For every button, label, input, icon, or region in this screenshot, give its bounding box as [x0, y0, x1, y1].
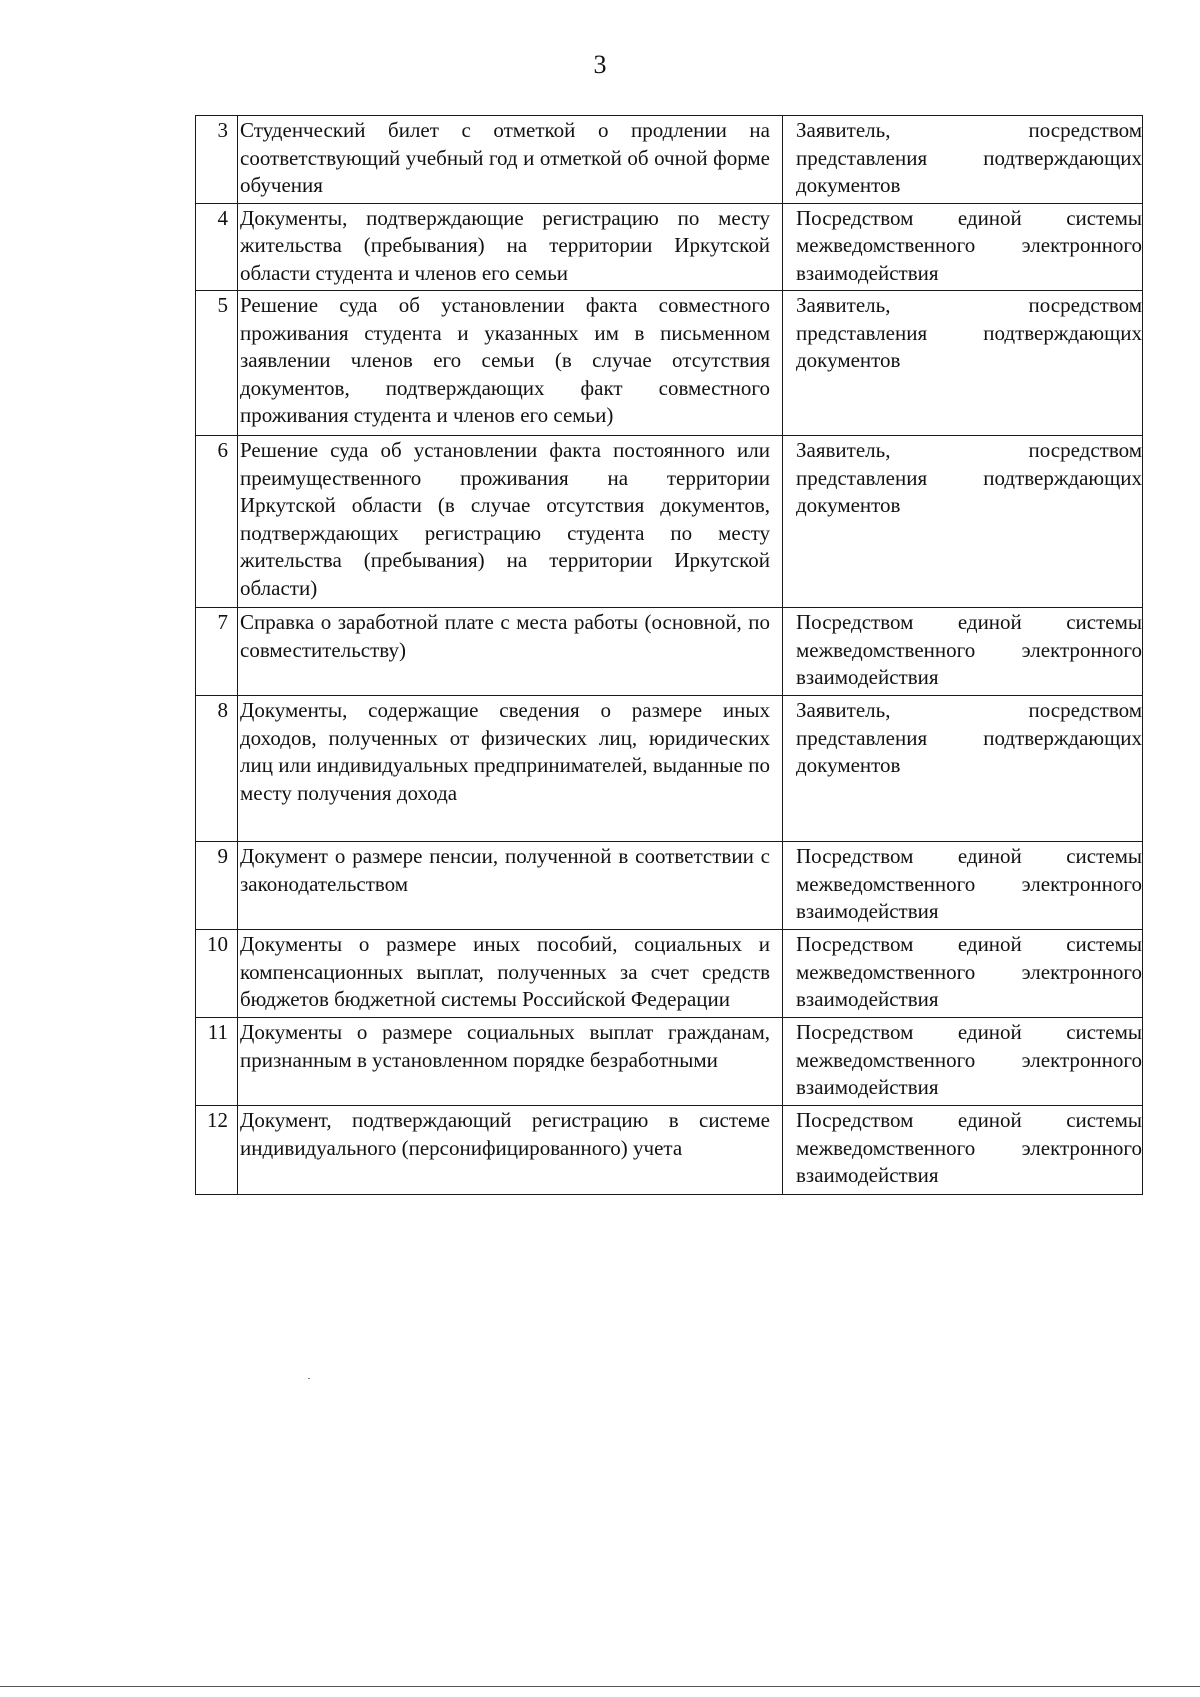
document-name: Решение суда об установлении факта постоянного или преимущественного проживания на территории Иркутской области (в случае отсутствия документов, подтверждающих регистрацию студента по месту жительства (пребывания) на территории Иркутской области) — [238, 436, 783, 608]
document-name: Документы о размере иных пособий, социальных и компенсационных выплат, полученных за счет средств бюджетов бюджетной системы Российской Федерации — [238, 930, 783, 1018]
submission-method: Посредством единой системы межведомственного электронного взаимодействия — [783, 608, 1143, 696]
submission-method: Заявитель, посредством представления подтверждающих документов — [783, 696, 1143, 842]
row-number: 11 — [196, 1018, 238, 1106]
table-row — [196, 1018, 1143, 1106]
scan-speck — [308, 1378, 310, 1379]
row-number: 5 — [196, 291, 238, 436]
submission-method: Посредством единой системы межведомственного электронного взаимодействия — [783, 1106, 1143, 1195]
document-name: Решение суда об установлении факта совместного проживания студента и указанных им в письменном заявлении членов его семьи (в случае отсутствия документов, подтверждающих факт совместного проживания студента и членов его семьи) — [238, 291, 783, 436]
document-name: Справка о заработной плате с места работы (основной, по совместительству) — [238, 608, 783, 696]
table-row — [196, 1106, 1143, 1195]
row-number: 12 — [196, 1106, 238, 1195]
document-name: Документы о размере социальных выплат гражданам, признанным в установленном порядке безработными — [238, 1018, 783, 1106]
table-row — [196, 608, 1143, 696]
submission-method: Посредством единой системы межведомственного электронного взаимодействия — [783, 930, 1143, 1018]
document-name: Студенческий билет с отметкой о продлении на соответствующий учебный год и отметкой об очной форме обучения — [238, 116, 783, 204]
submission-method: Заявитель, посредством представления подтверждающих документов — [783, 291, 1143, 436]
table-row — [196, 436, 1143, 608]
table-row — [196, 116, 1143, 204]
table-row — [196, 291, 1143, 436]
row-number: 9 — [196, 842, 238, 930]
table-row — [196, 203, 1143, 291]
document-name: Документ о размере пенсии, полученной в соответствии с законодательством — [238, 842, 783, 930]
row-number: 6 — [196, 436, 238, 608]
table-row — [196, 696, 1143, 842]
document-name: Документы, содержащие сведения о размере иных доходов, полученных от физических лиц, юридических лиц или индивидуальных предпринимателей, выданные по месту получения дохода — [238, 696, 783, 842]
submission-method: Заявитель, посредством представления подтверждающих документов — [783, 116, 1143, 204]
row-number: 10 — [196, 930, 238, 1018]
submission-method: Заявитель, посредством представления подтверждающих документов — [783, 436, 1143, 608]
document-name: Документ, подтверждающий регистрацию в системе индивидуального (персонифицированного) учета — [238, 1106, 783, 1195]
document-name: Документы, подтверждающие регистрацию по месту жительства (пребывания) на территории Иркутской области студента и членов его семьи — [238, 203, 783, 291]
table-row — [196, 842, 1143, 930]
row-number: 8 — [196, 696, 238, 842]
row-number: 4 — [196, 203, 238, 291]
documents-table — [195, 115, 1143, 1195]
row-number: 3 — [196, 116, 238, 204]
submission-method: Посредством единой системы межведомственного электронного взаимодействия — [783, 842, 1143, 930]
page-number: 3 — [593, 50, 607, 79]
submission-method: Посредством единой системы межведомственного электронного взаимодействия — [783, 203, 1143, 291]
row-number: 7 — [196, 608, 238, 696]
table-row — [196, 930, 1143, 1018]
submission-method: Посредством единой системы межведомственного электронного взаимодействия — [783, 1018, 1143, 1106]
page-bottom-rule — [0, 1686, 1200, 1687]
